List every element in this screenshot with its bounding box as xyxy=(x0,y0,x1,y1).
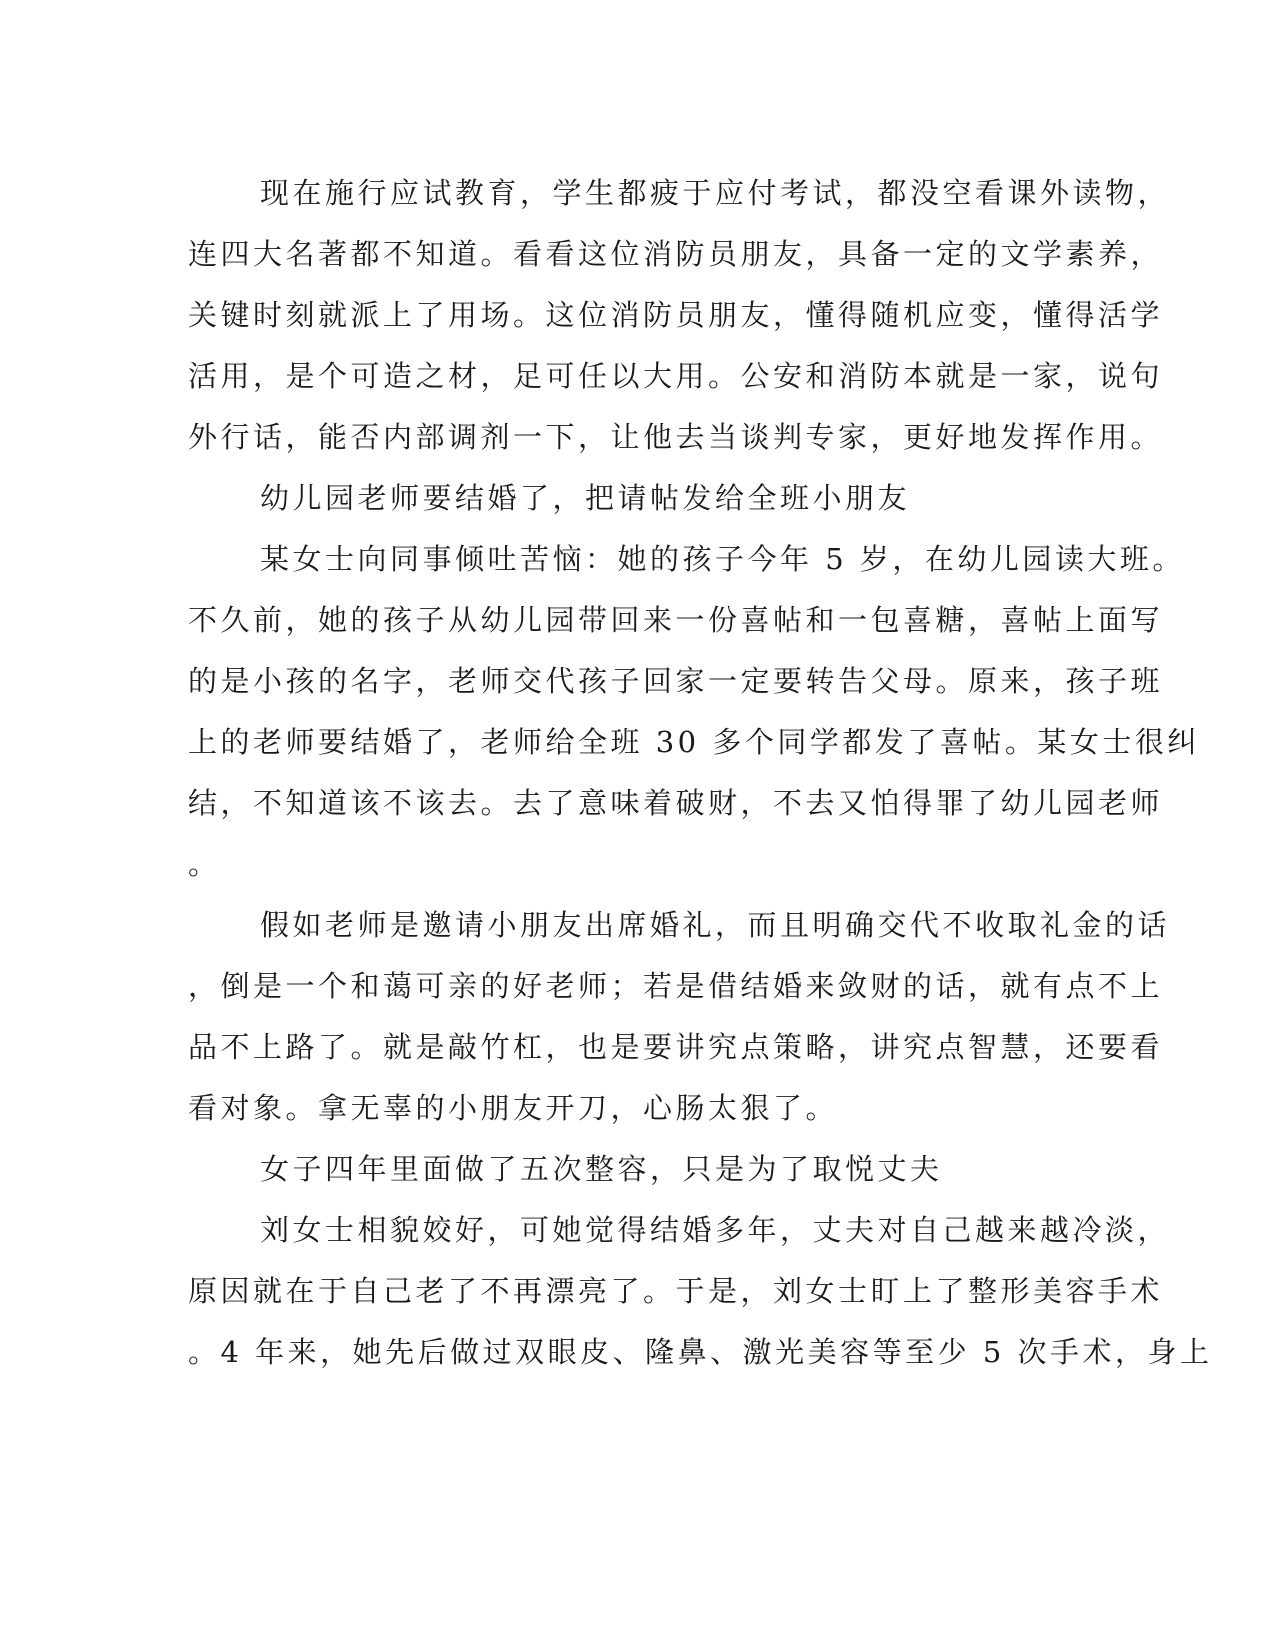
paragraph-line: ，倒是一个和蔼可亲的好老师；若是借结婚来敛财的话，就有点不上 xyxy=(188,969,1164,1003)
paragraph-line: 关键时刻就派上了用场。这位消防员朋友，懂得随机应变，懂得活学 xyxy=(188,298,1164,332)
paragraph-line: 不久前，她的孩子从幼儿园带回来一份喜帖和一包喜糖，喜帖上面写 xyxy=(188,603,1164,637)
paragraph-line: 原因就在于自己老了不再漂亮了。于是，刘女士盯上了整形美容手术 xyxy=(188,1274,1164,1308)
paragraph-line: 某女士向同事倾吐苦恼：她的孩子今年 5 岁，在幼儿园读大班。 xyxy=(260,542,1185,576)
paragraph-line: 现在施行应试教育，学生都疲于应付考试，都没空看课外读物， xyxy=(260,176,1171,210)
paragraph-line: 假如老师是邀请小朋友出席婚礼，而且明确交代不收取礼金的话 xyxy=(260,908,1171,942)
paragraph-line: 。 xyxy=(188,847,221,881)
paragraph-line: 活用，是个可造之材，足可任以大用。公安和消防本就是一家，说句 xyxy=(188,359,1164,393)
paragraph-line: 看对象。拿无辜的小朋友开刀，心肠太狠了。 xyxy=(188,1091,839,1125)
paragraph-line: 连四大名著都不知道。看看这位消防员朋友，具备一定的文学素养， xyxy=(188,237,1164,271)
paragraph-line: 刘女士相貌姣好，可她觉得结婚多年，丈夫对自己越来越冷淡， xyxy=(260,1213,1171,1247)
section-heading: 幼儿园老师要结婚了，把请帖发给全班小朋友 xyxy=(260,481,911,515)
paragraph-line: 结，不知道该不该去。去了意味着破财，不去又怕得罪了幼儿园老师 xyxy=(188,786,1164,820)
paragraph-line: 外行话，能否内部调剂一下，让他去当谈判专家，更好地发挥作用。 xyxy=(188,420,1164,454)
paragraph-line: 。4 年来，她先后做过双眼皮、隆鼻、激光美容等至少 5 次手术，身上 xyxy=(188,1335,1213,1369)
document-body xyxy=(188,163,1213,1383)
paragraph-line: 上的老师要结婚了，老师给全班 30 多个同学都发了喜帖。某女士很纠 xyxy=(188,725,1200,759)
paragraph-line: 的是小孩的名字，老师交代孩子回家一定要转告父母。原来，孩子班 xyxy=(188,664,1164,698)
paragraph-line: 品不上路了。就是敲竹杠，也是要讲究点策略，讲究点智慧，还要看 xyxy=(188,1030,1164,1064)
section-heading: 女子四年里面做了五次整容，只是为了取悦丈夫 xyxy=(260,1152,943,1186)
